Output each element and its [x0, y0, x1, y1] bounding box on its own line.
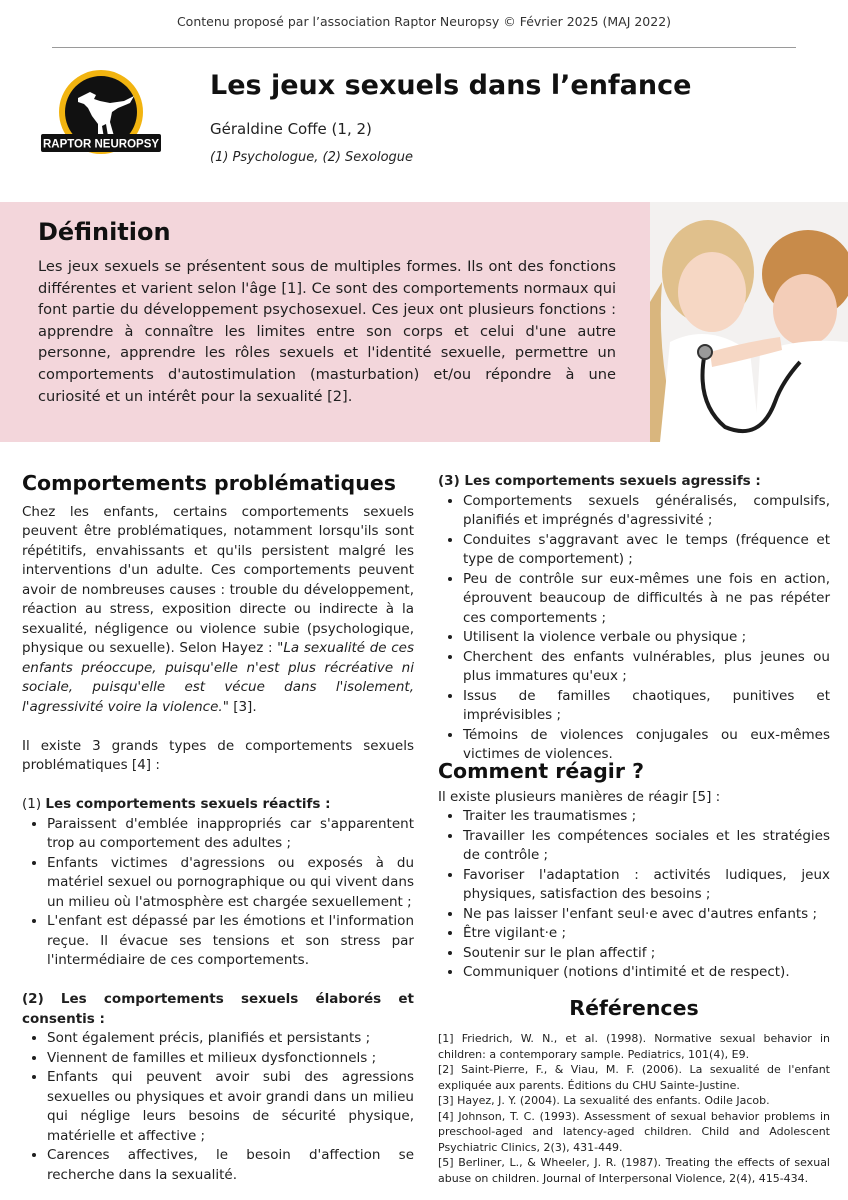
references-heading: Références: [569, 996, 699, 1020]
reference-item: [4] Johnson, T. C. (1993). Assessment of sexual behavior problems in preschool-aged and latency-aged children. Child and Adolescent Psychiatric Clinics, 2(3), 431-449.: [438, 1109, 830, 1154]
list-item: • Favoriser l'adaptation : activités ludiques, jeux physiques, satisfaction des besoins ;: [463, 866, 830, 905]
list-item: • Sont également précis, planifiés et persistants ;: [47, 1029, 414, 1049]
list-item: • Communiquer (notions d'intimité et de respect).: [463, 963, 830, 983]
reference-item: [1] Friedrich, W. N., et al. (1998). Normative sexual behavior in children: a contemporary sample. Pediatrics, 101(4), E9.: [438, 1032, 830, 1061]
list-item: • Carences affectives, le besoin d'affection se recherche dans la sexualité.: [47, 1146, 414, 1185]
aggressive-list: [438, 492, 830, 765]
react-list: [438, 807, 830, 983]
reactive-list: [22, 815, 414, 971]
header-divider: [52, 47, 796, 48]
aggressive-title: (3) Les comportements sexuels agressifs :: [438, 473, 761, 489]
problematic-section: [22, 471, 415, 1185]
reference-item: [3] Hayez, J. Y. (2004). La sexualité des enfants. Odile Jacob.: [438, 1094, 770, 1107]
logo-text: RAPTOR NEUROPSY: [42, 138, 160, 151]
react-section: [438, 759, 830, 983]
list-item: • Travailler les compétences sociales et les stratégies de contrôle ;: [463, 827, 830, 866]
references-list: [438, 1031, 830, 1186]
list-item: • Utilisent la violence verbale ou physique ;: [463, 628, 830, 648]
list-item: • Soutenir sur le plan affectif ;: [463, 944, 830, 964]
list-item: • Ne pas laisser l'enfant seul·e avec d'autres enfants ;: [463, 905, 830, 925]
list-item: • Enfants qui peuvent avoir subi des agressions sexuelles ou physiques et avoir grandi dans un milieu qui néglige leurs besoins de sécurité physique, matérielle et affective ;: [47, 1068, 414, 1146]
list-item: • Traiter les traumatismes ;: [463, 807, 830, 827]
problematic-intro: Chez les enfants, certains comportements sexuels peuvent être problématiques, notamment lorsqu'ils sont répétitifs, envahissants et qu'ils persistent malgré les interventions d'un adulte. Ces comportements peuvent avoir de nombreuses causes : trouble du développement, réaction au stress, exposition directe ou indirecte à la sexualité, négligence ou violence subie (psychologique, physique ou sexuelle). Selon Hayez : "La sexualité de ces enfants préoccupe, puisqu'elle n'est plus récréative ni sociale, puisqu'elle est vécue dans l'isolement, l'agressivité voire la violence." [3].: [22, 503, 415, 715]
list-item: • Paraissent d'emblée inappropriés car s'apparentent trop au comportement des adultes ;: [47, 815, 414, 854]
list-item: • Issus de familles chaotiques, punitives et imprévisibles ;: [463, 687, 830, 726]
header-note: Contenu proposé par l’association Raptor Neuropsy © Février 2025 (MAJ 2022): [176, 14, 672, 29]
react-intro: Il existe plusieurs manières de réagir [5] :: [438, 788, 721, 805]
reactive-title: (1) Les comportements sexuels réactifs :: [22, 796, 331, 812]
definition-heading: Définition: [38, 218, 171, 246]
aggressive-section: [438, 472, 830, 765]
elaborate-title: (2) Les comportements sexuels élaborés et consentis :: [22, 991, 414, 1027]
author: Géraldine Coffe (1, 2): [210, 120, 372, 138]
list-item: • Témoins de violences conjugales ou eux-mêmes victimes de violences.: [463, 726, 830, 765]
definition-text: Les jeux sexuels se présentent sous de multiples formes. Ils ont des fonctions différentes et varient selon l'âge [1]. Ce sont des comportements normaux qui font partie du développement psychosexuel. Ces jeux ont plusieurs fonctions : apprendre à connaître les limites entre son corps et celui d'une autre personne, apprendre les rôles sexuels et l'identité sexuelle, permettre un comportements d'autostimulation (masturbation) et/ou répondre à une curiosité et un intérêt pour la sexualité [2].: [38, 258, 616, 405]
affiliation: (1) Psychologue, (2) Sexologue: [210, 150, 414, 165]
elaborate-list: [22, 1029, 414, 1185]
list-item: • L'enfant est dépassé par les émotions et l'information reçue. Il évacue ses tensions et son stress par l'intermédiaire de ces comportements.: [47, 912, 414, 971]
raptor-neuropsy-logo: [38, 68, 164, 170]
page-title: Les jeux sexuels dans l’enfance: [210, 70, 692, 101]
list-item: • Conduites s'aggravant avec le temps (fréquence et type de comportement) ;: [463, 531, 830, 570]
list-item: • Enfants victimes d'agressions ou exposés à du matériel sexuel ou pornographique ou qui vivent dans un milieu où l'atmosphère est chargée sexuellement ;: [47, 854, 414, 913]
react-heading: Comment réagir ?: [438, 759, 644, 783]
problematic-heading: Comportements problématiques: [22, 471, 396, 495]
reference-item: [2] Saint-Pierre, F., & Viau, M. F. (2006). La sexualité de l'enfant expliquée aux parents. Éditions du CHU Sainte-Justine.: [438, 1063, 830, 1092]
types-intro: Il existe 3 grands types de comportements sexuels problématiques [4] :: [22, 737, 414, 773]
list-item: • Cherchent des enfants vulnérables, plus jeunes ou plus immatures qu'eux ;: [463, 648, 830, 687]
list-item: • Viennent de familles et milieux dysfonctionnels ;: [47, 1049, 414, 1069]
list-item: • Être vigilant·e ;: [463, 924, 830, 944]
list-item: • Comportements sexuels généralisés, compulsifs, planifiés et imprégnés d'agressivité ;: [463, 492, 830, 531]
list-item: • Peu de contrôle sur eux-mêmes une fois en action, éprouvent beaucoup de difficultés à ne pas répéter ces comportements ;: [463, 570, 830, 629]
children-stethoscope-photo: [650, 202, 848, 442]
hayez-quote: La sexualité de ces enfants préoccupe, puisqu'elle n'est plus récréative ni sociale, puisqu'elle est vécue dans l'isolement, l'agressivité voire la violence.: [22, 640, 415, 715]
reference-item: [5] Berliner, L., & Wheeler, J. R. (1987). Treating the effects of sexual abuse on children. Journal of Interpersonal Violence, 2(4), 415-434.: [438, 1156, 830, 1185]
